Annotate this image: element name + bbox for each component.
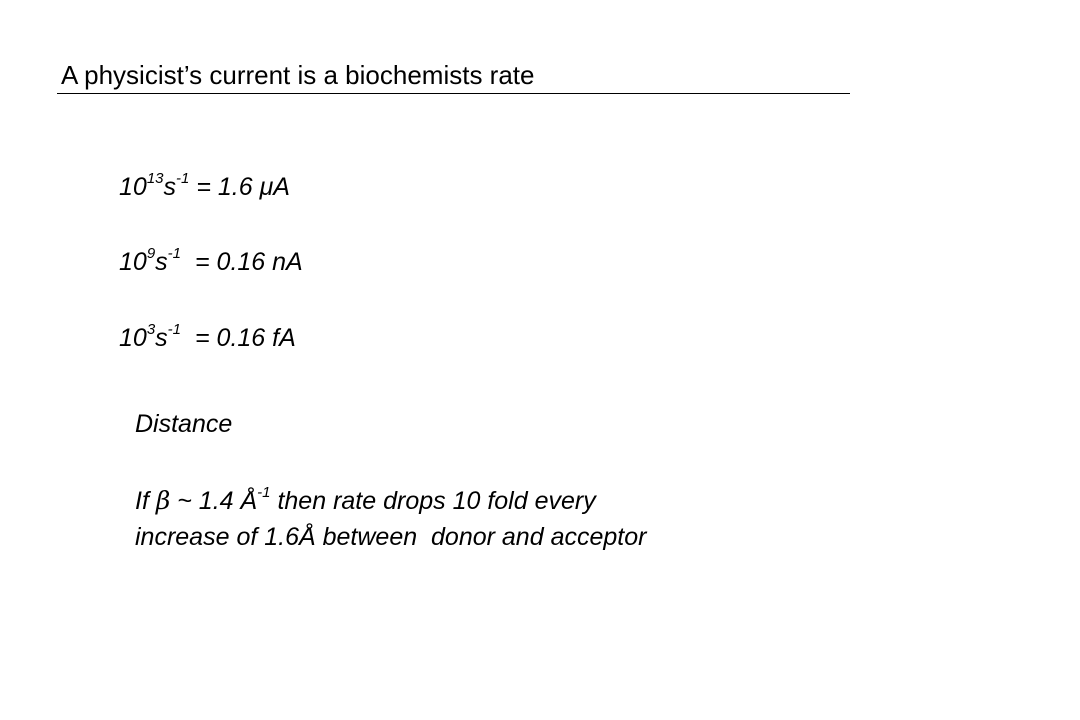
equation-result: = 1.6 μA [196, 173, 290, 201]
title-underline [57, 93, 850, 94]
distance-prefix: If [135, 487, 156, 515]
distance-value: ~ 1.4 Å [170, 487, 258, 515]
equation-unit-exponent: -1 [167, 320, 181, 338]
beta-symbol: β [155, 486, 171, 515]
equation-exponent: 3 [146, 320, 156, 338]
equation-exponent: 13 [146, 169, 164, 187]
distance-text-line-1 [135, 483, 596, 519]
equation-unit: s [155, 324, 168, 352]
distance-heading: Distance [135, 410, 233, 438]
equation-unit-exponent: -1 [176, 169, 190, 187]
equation-line-1 [119, 171, 290, 203]
equation-line-3 [119, 322, 296, 354]
equation-base: 10 [119, 173, 147, 201]
equation-result: = 0.16 nA [195, 248, 303, 276]
equation-unit: s [163, 173, 176, 201]
equation-unit: s [155, 248, 168, 276]
distance-exponent: -1 [257, 483, 271, 501]
slide-title: A physicist’s current is a biochemists rate [61, 60, 535, 90]
distance-suffix: then rate drops 10 fold every [270, 487, 596, 515]
equation-result: = 0.16 fA [195, 324, 296, 352]
distance-text-line-2: increase of 1.6Å between donor and acceptor [135, 523, 647, 551]
equation-line-2 [119, 246, 303, 278]
equation-base: 10 [119, 248, 147, 276]
equation-unit-exponent: -1 [167, 244, 181, 262]
equation-base: 10 [119, 324, 147, 352]
equation-exponent: 9 [146, 244, 156, 262]
